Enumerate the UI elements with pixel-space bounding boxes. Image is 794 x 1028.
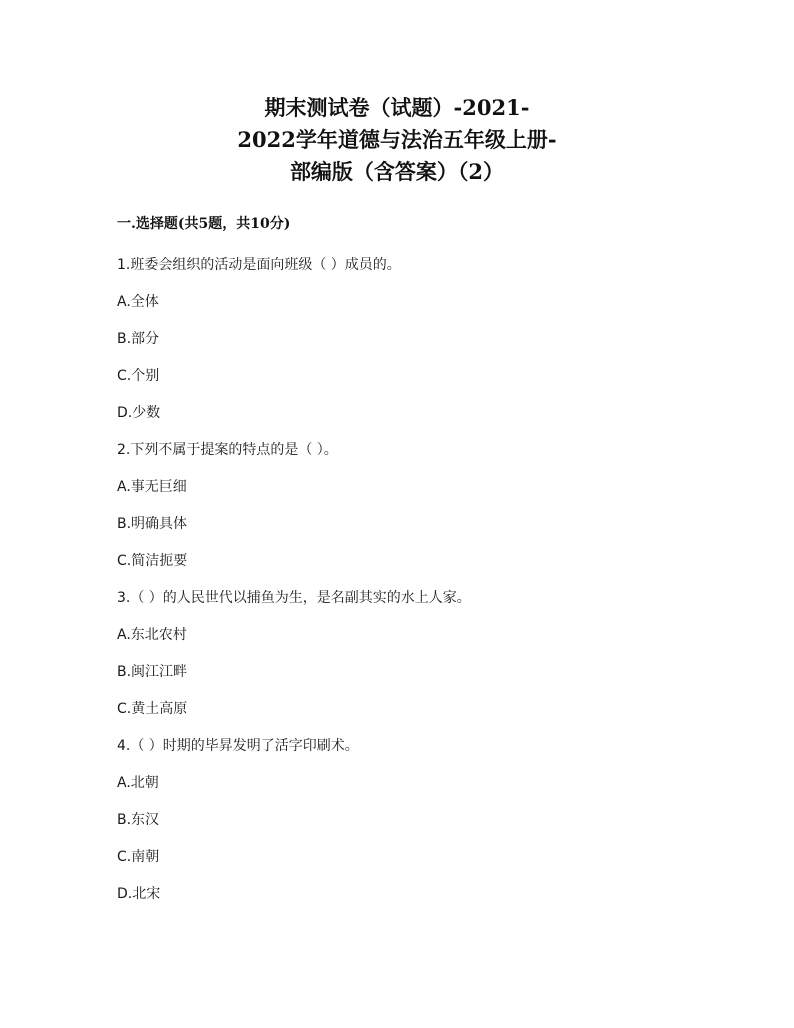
title-line-2: 2022学年道德与法治五年级上册- bbox=[237, 127, 557, 152]
question-2: 2.下列不属于提案的特点的是（ ）。 bbox=[117, 442, 338, 458]
question-4-option-a: A.北朝 bbox=[117, 775, 159, 791]
question-1-option-b: B.部分 bbox=[117, 331, 160, 347]
question-1-option-a: A.全体 bbox=[117, 294, 159, 310]
question-3: 3.（ ）的人民世代以捕鱼为生，是名副其实的水上人家。 bbox=[117, 590, 471, 606]
title-line-3: 部编版（含答案）（2） bbox=[289, 159, 505, 184]
question-4-option-d: D.北宋 bbox=[117, 886, 161, 902]
question-3-option-a: A.东北农村 bbox=[117, 627, 187, 643]
question-2-option-a: A.事无巨细 bbox=[117, 479, 187, 495]
question-1-option-c: C.个别 bbox=[117, 368, 160, 384]
question-2-option-c: C.简洁扼要 bbox=[117, 553, 188, 569]
section-heading: 一.选择题(共5题，共10分) bbox=[117, 216, 291, 232]
title-line-1: 期末测试卷（试题）-2021- bbox=[264, 95, 530, 120]
question-1: 1.班委会组织的活动是面向班级（ ）成员的。 bbox=[117, 257, 401, 273]
question-3-option-c: C.黄土高原 bbox=[117, 701, 188, 717]
question-4-option-b: B.东汉 bbox=[117, 812, 160, 828]
question-4: 4.（ ）时期的毕昇发明了活字印刷术。 bbox=[117, 738, 359, 754]
question-list bbox=[117, 252, 717, 918]
document-title bbox=[0, 92, 794, 188]
question-4-option-c: C.南朝 bbox=[117, 849, 160, 865]
question-1-option-d: D.少数 bbox=[117, 405, 161, 421]
question-2-option-b: B.明确具体 bbox=[117, 516, 188, 532]
question-3-option-b: B.闽江江畔 bbox=[117, 664, 188, 680]
